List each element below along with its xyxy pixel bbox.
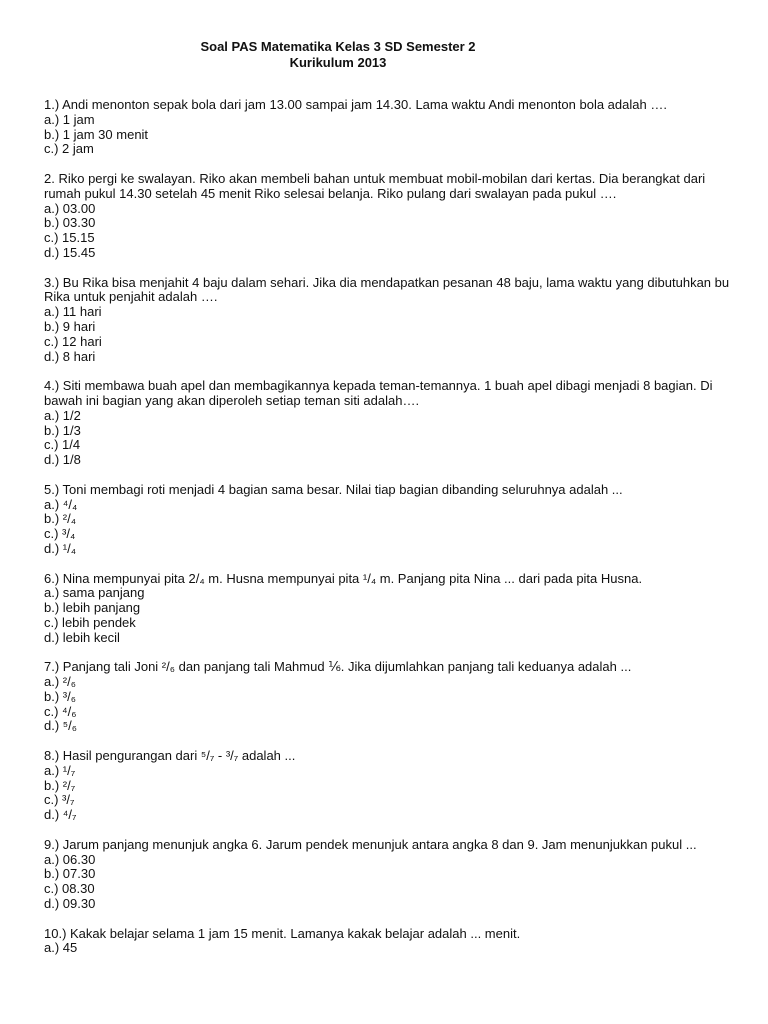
question-1 (44, 98, 744, 157)
answer-option: b.) 9 hari (44, 318, 96, 334)
answer-option: d.) ⁵/₆ (44, 718, 78, 734)
document-subtitle: Kurikulum 2013 (289, 55, 387, 70)
answer-option: a.) 45 (44, 940, 78, 956)
question-text: 9.) Jarum panjang menunjuk angka 6. Jarum pendek menunjuk antara angka 8 dan 9. Jam menunjukkan pukul ... (44, 836, 697, 852)
answer-option: b.) ³/₆ (44, 688, 76, 704)
question-text: 6.) Nina mempunyai pita 2/₄ m. Husna mempunyai pita ¹/₄ m. Panjang pita Nina ... dari pada pita Husna. (44, 570, 643, 586)
answer-option: a.) 1/2 (44, 407, 81, 423)
question-text: 2. Riko pergi ke swalayan. Riko akan membeli bahan untuk membuat mobil-mobilan dari kertas. Dia berangkat dari rumah pukul 14.30 setelah 45 menit Riko selesai belanja. Riko pulang dari swalayan pada pukul …. (44, 170, 706, 201)
document-title: Soal PAS Matematika Kelas 3 SD Semester 2 (200, 39, 476, 54)
question-text: 3.) Bu Rika bisa menjahit 4 baju dalam sehari. Jika dia mendapatkan pesanan 48 baju, lama waktu yang dibutuhkan bu Rika untuk penjahit adalah …. (44, 274, 730, 305)
answer-option: a.) sama panjang (44, 585, 145, 601)
question-7 (44, 660, 744, 734)
answer-option: a.) 03.00 (44, 200, 96, 216)
question-9 (44, 838, 744, 912)
answer-option: b.) 07.30 (44, 866, 96, 882)
answer-option: c.) 15.15 (44, 230, 95, 246)
answer-option: b.) 1 jam 30 menit (44, 126, 149, 142)
answer-option: b.) 1/3 (44, 422, 81, 438)
answer-option: c.) ⁴/₆ (44, 703, 77, 719)
answer-option: d.) ¹/₄ (44, 540, 77, 556)
answer-option: d.) 15.45 (44, 244, 96, 260)
question-list (44, 98, 744, 971)
answer-option: a.) 06.30 (44, 851, 96, 867)
answer-option: c.) ³/₄ (44, 526, 76, 542)
answer-option: d.) 09.30 (44, 896, 96, 912)
answer-option: c.) ³/₇ (44, 792, 75, 808)
document-header (0, 39, 676, 71)
answer-option: d.) ⁴/₇ (44, 807, 77, 823)
answer-option: c.) 12 hari (44, 333, 102, 349)
answer-option: c.) lebih pendek (44, 614, 136, 630)
answer-option: c.) 08.30 (44, 881, 95, 897)
question-text: 1.) Andi menonton sepak bola dari jam 13.00 sampai jam 14.30. Lama waktu Andi menonton bola adalah …. (44, 97, 667, 112)
answer-option: d.) 1/8 (44, 452, 81, 468)
answer-option: b.) 03.30 (44, 215, 96, 231)
question-text: 7.) Panjang tali Joni ²/₆ dan panjang tali Mahmud ⅙. Jika dijumlahkan panjang tali keduanya adalah ... (44, 659, 632, 675)
question-text: 10.) Kakak belajar selama 1 jam 15 menit. Lamanya kakak belajar adalah ... menit. (44, 925, 521, 941)
question-10 (44, 927, 744, 957)
answer-option: d.) 8 hari (44, 348, 96, 364)
question-text: 4.) Siti membawa buah apel dan membagikannya kepada teman-temannya. 1 buah apel dibagi menjadi 8 bagian. Di bawah ini bagian yang akan diperoleh setiap teman siti adalah…. (44, 378, 713, 408)
question-4 (44, 379, 744, 468)
answer-option: a.) ⁴/₄ (44, 496, 78, 512)
answer-option: a.) 1 jam (44, 111, 95, 127)
answer-option: a.) 11 hari (44, 304, 102, 320)
question-5 (44, 483, 744, 557)
answer-option: b.) ²/₄ (44, 511, 77, 527)
answer-option: b.) lebih panjang (44, 600, 141, 616)
question-text: 8.) Hasil pengurangan dari ⁵/₇ - ³/₇ adalah ... (44, 748, 296, 764)
answer-option: d.) lebih kecil (44, 629, 120, 645)
answer-option: b.) ²/₇ (44, 777, 76, 793)
question-6 (44, 572, 744, 646)
answer-option: c.) 1/4 (44, 437, 81, 453)
question-2 (44, 172, 744, 261)
question-8 (44, 749, 744, 823)
answer-option: a.) ¹/₇ (44, 762, 76, 778)
answer-option: c.) 2 jam (44, 141, 94, 157)
question-text: 5.) Toni membagi roti menjadi 4 bagian sama besar. Nilai tiap bagian dibanding seluruhnya adalah ... (44, 481, 623, 497)
question-3 (44, 276, 744, 365)
answer-option: a.) ²/₆ (44, 674, 76, 690)
